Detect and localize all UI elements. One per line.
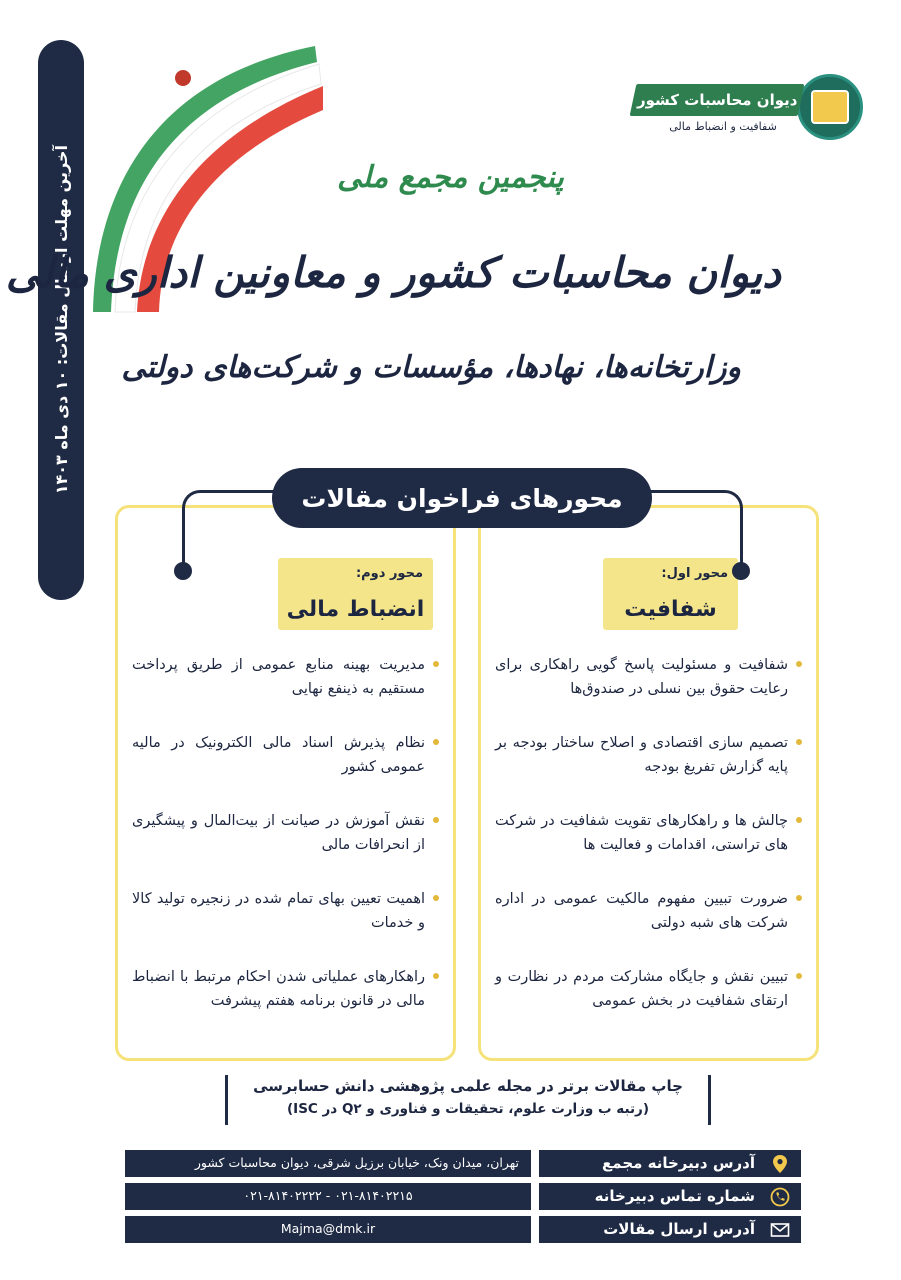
axis-title: شفافیت [624,597,717,622]
call-for-papers-heading: محورهای فراخوان مقالات [272,468,652,528]
list-item: تصمیم سازی اقتصادی و اصلاح ساختار بودجه بر پایه گزارش تفریغ بودجه [495,731,802,809]
logo-emblem-icon [797,74,863,140]
list-item: چالش ها و راهکارهای تقویت شفافیت در شرکت های تراستی، اقدامات و فعالیت ها [495,809,802,887]
axis-items [495,653,802,1043]
bullet-icon [796,661,802,667]
list-item: مدیریت بهینه منابع عمومی از طریق پرداخت مستقیم به ذینفع نهایی [132,653,439,731]
location-pin-icon [769,1153,791,1175]
contact-value: تهران، میدان ونک، خیابان برزیل شرقی، دیوان محاسبات کشور [125,1150,531,1177]
axis-items [132,653,439,1043]
logo-name: دیوان محاسبات کشور [630,84,805,116]
logo-tagline: شفافیت و انضباط مالی [669,120,777,133]
bullet-icon [433,739,439,745]
journal-line-1: چاپ مقالات برتر در مجله علمی پژوهشی دانش حسابرسی [253,1077,683,1095]
contact-row-phone [125,1183,801,1210]
deadline-text: آخرین مهلت ارسال مقالات: ۱۰ دی ماه ۱۴۰۳ [51,145,71,495]
axis-header [278,558,433,630]
envelope-icon [769,1219,791,1241]
axis-label: محور اول: [661,566,728,581]
contact-label: آدرس ارسال مقالات [539,1216,801,1243]
connector-left [182,490,285,573]
event-subtitle: وزارتخانه‌ها، نهادها، مؤسسات و شرکت‌های دولتی [121,350,741,385]
contact-label: شماره تماس دبیرخانه [539,1183,801,1210]
bullet-icon [796,973,802,979]
axis-column-2 [115,505,456,1061]
phone-icon [769,1186,791,1208]
list-item: شفافیت و مسئولیت پاسخ گویی راهکاری برای رعایت حقوق بین نسلی در صندوق‌ها [495,653,802,731]
deadline-badge [38,40,84,600]
contact-value: ۰۲۱-۸۱۴۰۲۲۱۵ - ۰۲۱-۸۱۴۰۲۲۲۲ [125,1183,531,1210]
bullet-icon [796,817,802,823]
event-eyebrow: پنجمین مجمع ملی [337,160,564,195]
axis-column-1 [478,505,819,1061]
contact-label: آدرس دبیرخانه مجمع [539,1150,801,1177]
list-item: اهمیت تعیین بهای تمام شده در زنجیره تولید کالا و خدمات [132,887,439,965]
bullet-icon [796,895,802,901]
emblem-icon [175,70,191,86]
contact-row-address [125,1150,801,1177]
logo [628,72,863,142]
axis-label: محور دوم: [355,566,423,581]
connector-dot-left [174,562,192,580]
contact-row-email [125,1216,801,1243]
bullet-icon [433,661,439,667]
bullet-icon [433,895,439,901]
connector-dot-right [732,562,750,580]
bullet-icon [433,973,439,979]
bullet-icon [796,739,802,745]
list-item: تبیین نقش و جایگاه مشارکت مردم در نظارت و ارتقای شفافیت در بخش عمومی [495,965,802,1043]
list-item: ضرورت تبیین مفهوم مالکیت عمومی در اداره شرکت های شبه دولتی [495,887,802,965]
list-item: راهکارهای عملیاتی شدن احکام مرتبط با انضباط مالی در قانون برنامه هفتم پیشرفت [132,965,439,1043]
event-title: دیوان محاسبات کشور و معاونین اداری مالی [5,248,781,297]
list-item: نقش آموزش در صیانت از بیت‌المال و پیشگیری از انحرافات مالی [132,809,439,887]
list-item: نظام پذیرش اسناد مالی الکترونیک در مالیه عمومی کشور [132,731,439,809]
journal-line-2: (رتبه ب وزارت علوم، تحقیقات و فناوری و Q۲ در ISC) [287,1101,649,1117]
bullet-icon [433,817,439,823]
connector-right [640,490,743,573]
journal-note [225,1075,711,1125]
axis-title: انضباط مالی [286,597,425,622]
contact-value: Majma@dmk.ir [125,1216,531,1243]
